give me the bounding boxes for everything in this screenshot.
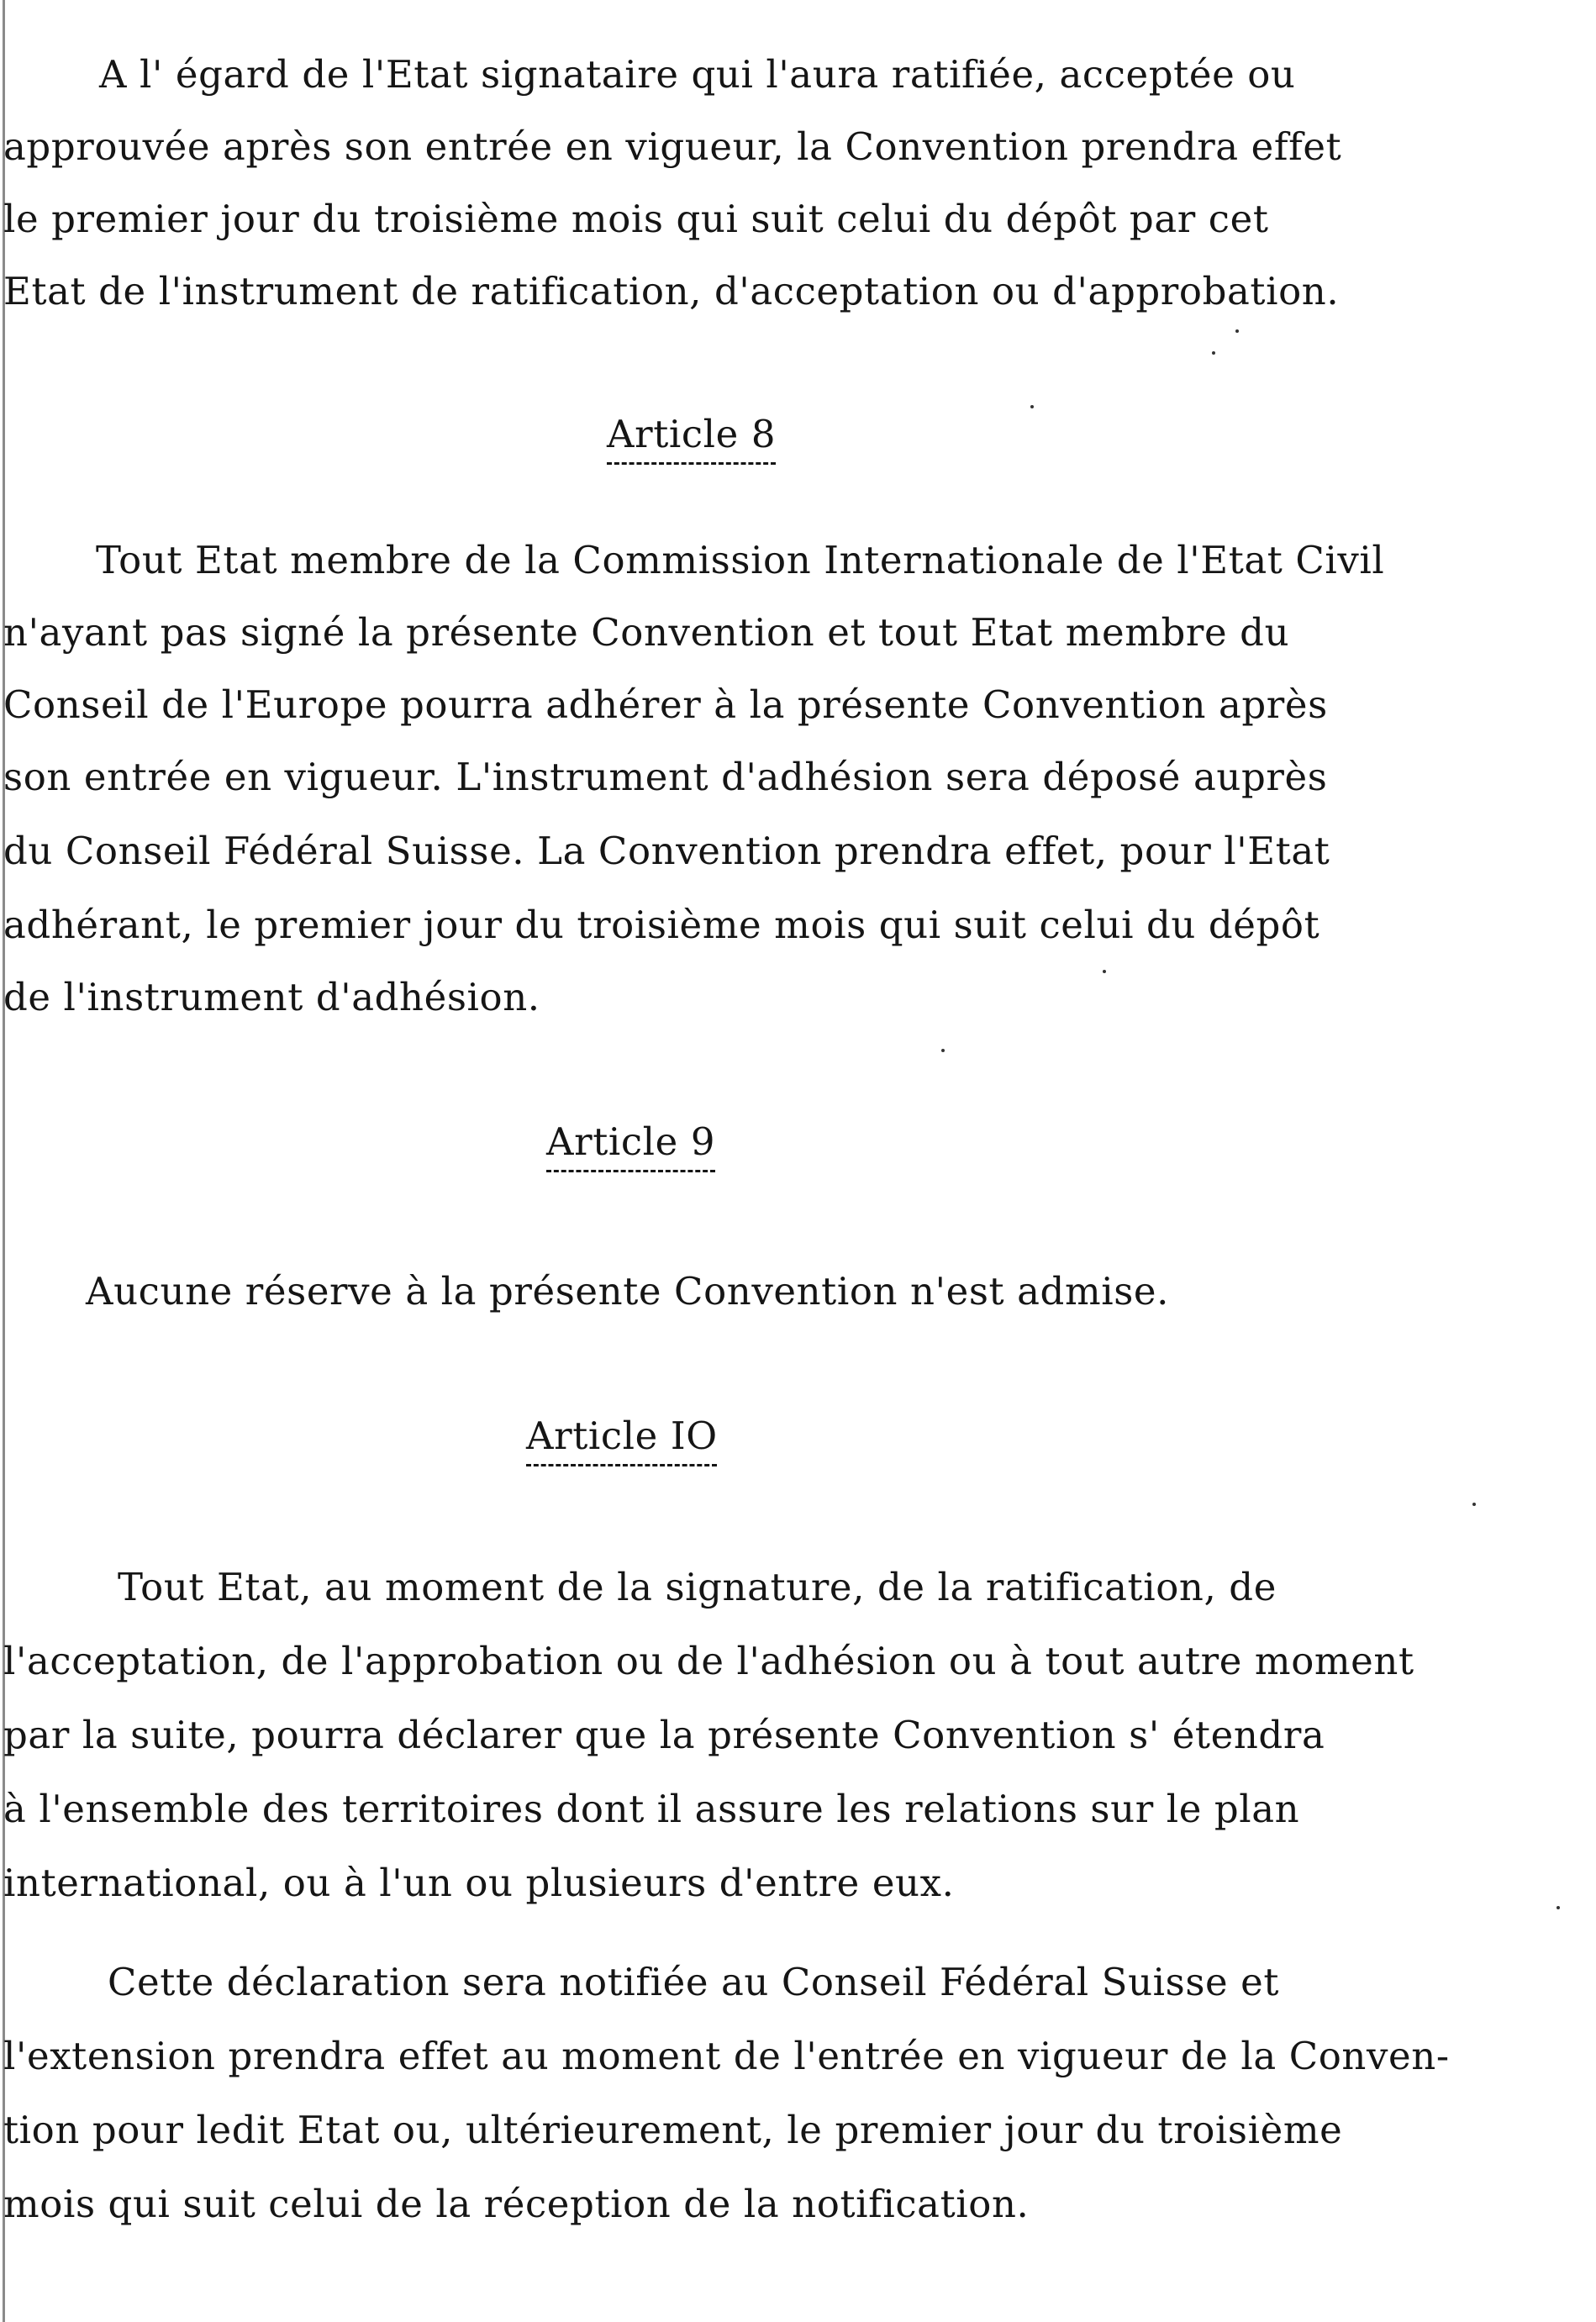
- text-line: à l'ensemble des territoires dont il assure les relations sur le plan: [3, 1787, 1300, 1831]
- article-10-heading: Article IO: [526, 1414, 718, 1458]
- binding-edge-line: [3, 0, 5, 2322]
- scan-speck: [1235, 329, 1239, 333]
- scan-speck: [1472, 1503, 1476, 1506]
- text-line: de l'instrument d'adhésion.: [3, 975, 540, 1019]
- scan-speck: [1212, 351, 1215, 355]
- text-line: l'acceptation, de l'approbation ou de l'adhésion ou à tout autre moment: [3, 1639, 1414, 1683]
- scan-speck: [1030, 405, 1034, 408]
- text-line: Tout Etat, au moment de la signature, de la ratification, de: [118, 1565, 1277, 1609]
- scan-speck: [1103, 970, 1106, 973]
- text-line: par la suite, pourra déclarer que la présente Convention s' étendra: [3, 1713, 1325, 1757]
- text-line: son entrée en vigueur. L'instrument d'adhésion sera déposé auprès: [3, 755, 1328, 799]
- text-line: n'ayant pas signé la présente Convention et tout Etat membre du: [3, 610, 1290, 655]
- text-line: Aucune réserve à la présente Convention n'est admise.: [86, 1269, 1170, 1314]
- text-line: international, ou à l'un ou plusieurs d'entre eux.: [3, 1861, 955, 1905]
- scan-speck: [1556, 1906, 1560, 1909]
- text-line: du Conseil Fédéral Suisse. La Convention prendra effet, pour l'Etat: [3, 829, 1330, 873]
- text-line: Conseil de l'Europe pourra adhérer à la présente Convention après: [3, 682, 1328, 727]
- scan-speck: [941, 1049, 945, 1052]
- article-8-heading: Article 8: [607, 412, 777, 456]
- text-line: tion pour ledit Etat ou, ultérieurement, le premier jour du troisième: [3, 2108, 1343, 2152]
- text-line: l'extension prendra effet au moment de l'entrée en vigueur de la Conven-: [3, 2034, 1450, 2078]
- text-line: Cette déclaration sera notifiée au Conseil Fédéral Suisse et: [108, 1960, 1280, 2004]
- text-line: A l' égard de l'Etat signataire qui l'aura ratifiée, acceptée ou: [99, 52, 1296, 97]
- article-9-heading: Article 9: [546, 1119, 716, 1164]
- text-line: mois qui suit celui de la réception de la notification.: [3, 2182, 1030, 2226]
- text-line: Etat de l'instrument de ratification, d'acceptation ou d'approbation.: [3, 269, 1340, 313]
- text-line: approuvée après son entrée en vigueur, la Convention prendra effet: [3, 124, 1342, 169]
- text-line: adhérant, le premier jour du troisième mois qui suit celui du dépôt: [3, 903, 1320, 947]
- text-line: Tout Etat membre de la Commission Internationale de l'Etat Civil: [96, 538, 1385, 582]
- text-line: le premier jour du troisième mois qui suit celui du dépôt par cet: [3, 197, 1269, 241]
